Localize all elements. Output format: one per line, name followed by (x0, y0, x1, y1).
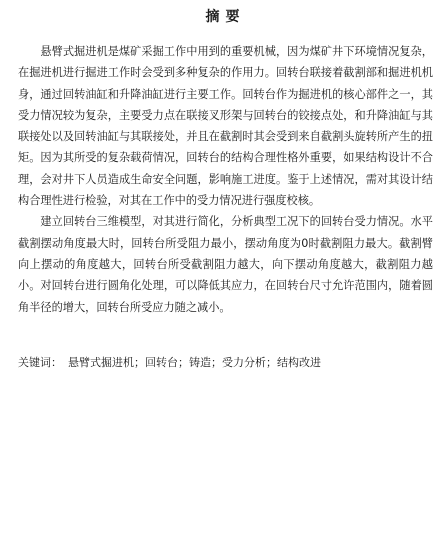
keywords-line (18, 354, 433, 372)
abstract-title: 摘要 (205, 9, 246, 25)
keywords-list: 悬臂式掘进机；回转台；铸造；受力分析；结构改进 (68, 355, 321, 369)
keywords-label: 关键词： (18, 355, 62, 369)
abstract-paragraph-2: 建立回转台三维模型，对其进行简化，分析典型工况下的回转台受力情况。水平截割摆动角度最大时，回转台所受阻力最小，摆动角度为0时截割阻力最大。截割臂向上摆动的角度越大，回转台所受截割阻力越大，向下摆动角度越大，截割阻力越小。对回转台进行圆角化处理，可以降低其应力，在回转台尺寸允许范围内，随着圆角半径的增大，回转台所受应力随之减小。 (18, 215, 433, 314)
abstract-paragraph-1: 悬臂式掘进机是煤矿采掘工作中用到的重要机械，因为煤矿井下环境情况复杂，在掘进机进行掘进工作时会受到多种复杂的作用力。回转台联接着截割部和掘进机机身，通过回转油缸和升降油缸进行主要工作。回转台作为掘进机的核心部件之一，其受力情况较为复杂，主要受力点在联接叉形架与回转台的铰接点处，和升降油缸与其联接处以及回转油缸与其联接处，并且在截割时其会受到来自截割头旋转所产生的扭矩。因为其所受的复杂载荷情况，回转台的结构合理性格外重要，如果结构设计不合理，会对井下人员造成生命安全问题，影响施工进度。鉴于上述情况，需对其设计结构合理性进行检验，对其在工作中的受力情况进行强度校核。 (18, 45, 433, 208)
